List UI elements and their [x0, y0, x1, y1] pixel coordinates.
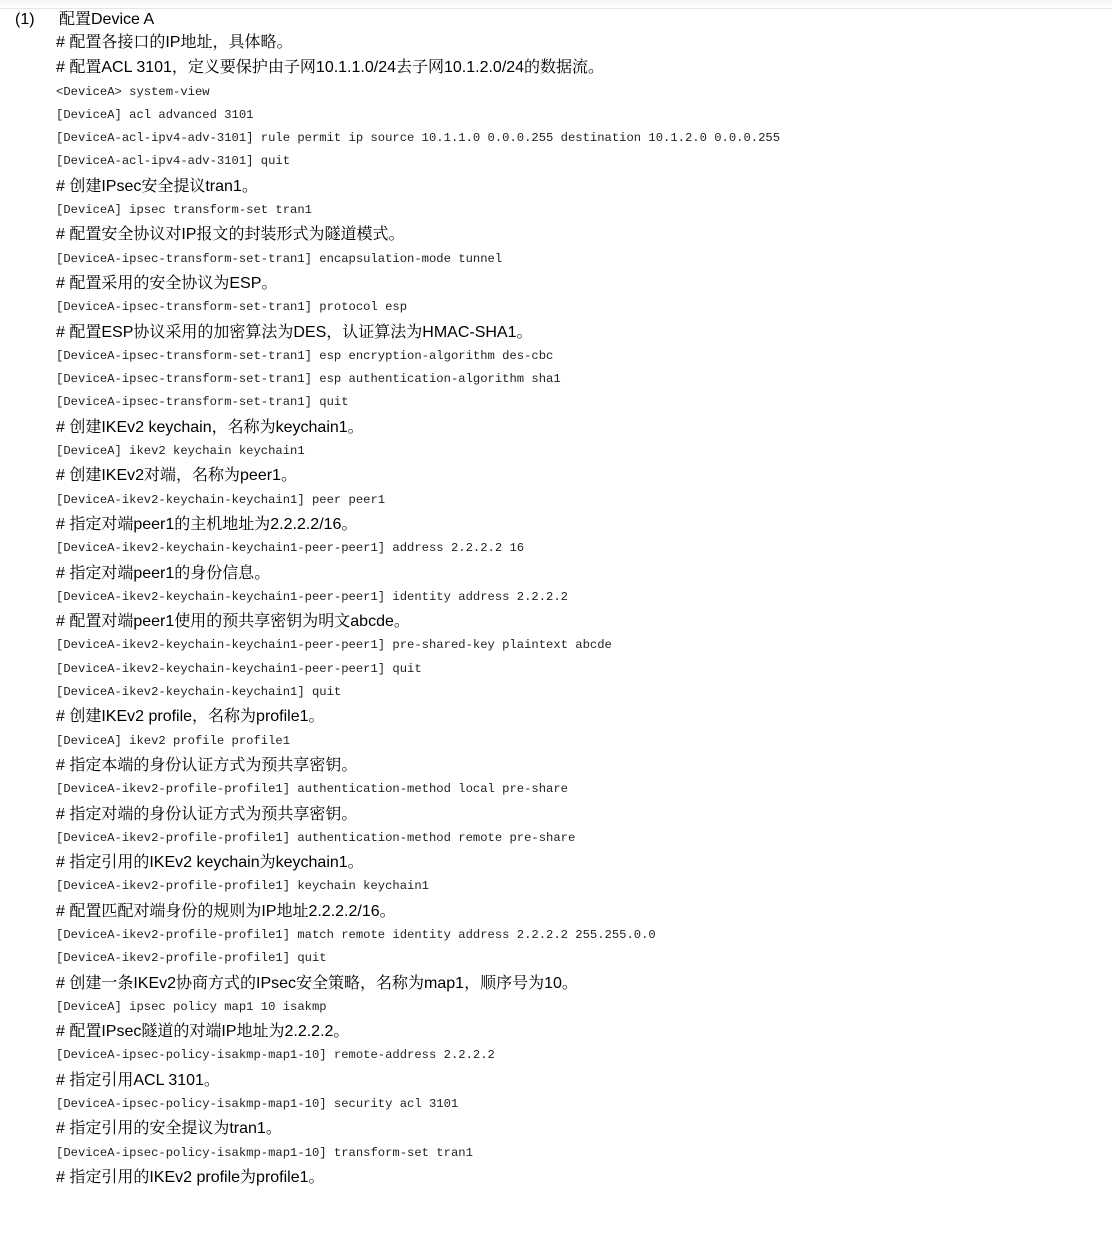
top-border	[0, 0, 1112, 9]
command-line: [DeviceA-ipsec-transform-set-tran1] quit	[56, 395, 349, 410]
comment-line: # 指定引用ACL 3101。	[56, 1071, 220, 1089]
command-line: [DeviceA-ikev2-keychain-keychain1] quit	[56, 685, 342, 700]
comment-line: # 创建IPsec安全提议tran1。	[56, 177, 258, 195]
command-line: [DeviceA] ikev2 profile profile1	[56, 733, 291, 748]
comment-line: # 配置IPsec隧道的对端IP地址为2.2.2.2。	[56, 1023, 350, 1041]
comment-line: # 配置匹配对端身份的规则为IP地址2.2.2.2/16。	[56, 902, 396, 920]
comment-line: # 指定对端的身份认证方式为预共享密钥。	[56, 805, 358, 823]
command-line: [DeviceA] ikev2 keychain keychain1	[56, 444, 305, 459]
command-line: [DeviceA-ikev2-profile-profile1] authentication-method remote pre-share	[56, 830, 576, 845]
comment-line: # 配置ACL 3101，定义要保护由子网10.1.1.0/24去子网10.1.2.0/24的数据流。	[56, 59, 605, 77]
comment-line: # 配置对端peer1使用的预共享密钥为明文abcde。	[56, 613, 410, 631]
comment-line: # 指定引用的IKEv2 profile为profile1。	[56, 1168, 325, 1186]
command-line: [DeviceA-ipsec-policy-isakmp-map1-10] transform-set tran1	[56, 1145, 473, 1160]
comment-line: # 配置安全协议对IP报文的封装形式为隧道模式。	[56, 226, 405, 244]
comment-line: # 创建IKEv2 keychain，名称为keychain1。	[56, 418, 364, 436]
comment-line: # 指定引用的IKEv2 keychain为keychain1。	[56, 854, 364, 872]
command-line: [DeviceA-ikev2-keychain-keychain1-peer-peer1] address 2.2.2.2 16	[56, 541, 525, 556]
command-line: [DeviceA-ikev2-profile-profile1] match remote identity address 2.2.2.2 255.255.0.0	[56, 927, 656, 942]
step-number: (1)	[15, 11, 35, 28]
command-line: [DeviceA-ipsec-policy-isakmp-map1-10] remote-address 2.2.2.2	[56, 1048, 495, 1063]
step-heading	[15, 6, 154, 29]
command-line: [DeviceA-ikev2-profile-profile1] quit	[56, 951, 327, 966]
command-line: [DeviceA] ipsec policy map1 10 isakmp	[56, 999, 327, 1014]
command-line: [DeviceA-ikev2-profile-profile1] authentication-method local pre-share	[56, 782, 568, 797]
command-line: [DeviceA-ikev2-keychain-keychain1-peer-peer1] identity address 2.2.2.2	[56, 589, 568, 604]
comment-line: # 创建IKEv2对端，名称为peer1。	[56, 467, 297, 485]
comment-line: # 指定对端peer1的主机地址为2.2.2.2/16。	[56, 515, 358, 533]
comment-line: # 创建IKEv2 profile，名称为profile1。	[56, 708, 325, 726]
step-title: 配置Device A	[59, 11, 155, 28]
command-line: [DeviceA-acl-ipv4-adv-3101] quit	[56, 154, 291, 169]
command-line: [DeviceA-acl-ipv4-adv-3101] rule permit ip source 10.1.1.0 0.0.0.255 destination 10.1.2.0 0.0.0.255	[56, 131, 781, 146]
command-line: [DeviceA-ipsec-transform-set-tran1] esp authentication-algorithm sha1	[56, 372, 561, 387]
comment-line: # 配置各接口的IP地址，具体略。	[56, 34, 293, 51]
command-line: [DeviceA-ikev2-keychain-keychain1] peer peer1	[56, 492, 386, 507]
command-line: [DeviceA-ikev2-keychain-keychain1-peer-peer1] pre-shared-key plaintext abcde	[56, 638, 612, 653]
command-line: [DeviceA-ikev2-profile-profile1] keychain keychain1	[56, 879, 429, 894]
command-line: [DeviceA-ipsec-transform-set-tran1] encapsulation-mode tunnel	[56, 251, 503, 266]
comment-line: # 指定引用的安全提议为tran1。	[56, 1120, 282, 1138]
command-line: [DeviceA-ipsec-policy-isakmp-map1-10] security acl 3101	[56, 1097, 459, 1112]
comment-line: # 配置采用的安全协议为ESP。	[56, 274, 278, 292]
command-line: [DeviceA] ipsec transform-set tran1	[56, 203, 312, 218]
comment-line: # 配置ESP协议采用的加密算法为DES，认证算法为HMAC-SHA1。	[56, 323, 533, 341]
command-line: <DeviceA> system-view	[56, 84, 210, 99]
command-line: [DeviceA] acl advanced 3101	[56, 107, 254, 122]
command-line: [DeviceA-ikev2-keychain-keychain1-peer-peer1] quit	[56, 661, 422, 676]
comment-line: # 指定对端peer1的身份信息。	[56, 564, 271, 582]
comment-line: # 创建一条IKEv2协商方式的IPsec安全策略，名称为map1，顺序号为10。	[56, 974, 578, 992]
config-lines	[56, 30, 1106, 1190]
command-line: [DeviceA-ipsec-transform-set-tran1] esp encryption-algorithm des-cbc	[56, 348, 554, 363]
command-line: [DeviceA-ipsec-transform-set-tran1] protocol esp	[56, 300, 408, 315]
comment-line: # 指定本端的身份认证方式为预共享密钥。	[56, 756, 358, 774]
